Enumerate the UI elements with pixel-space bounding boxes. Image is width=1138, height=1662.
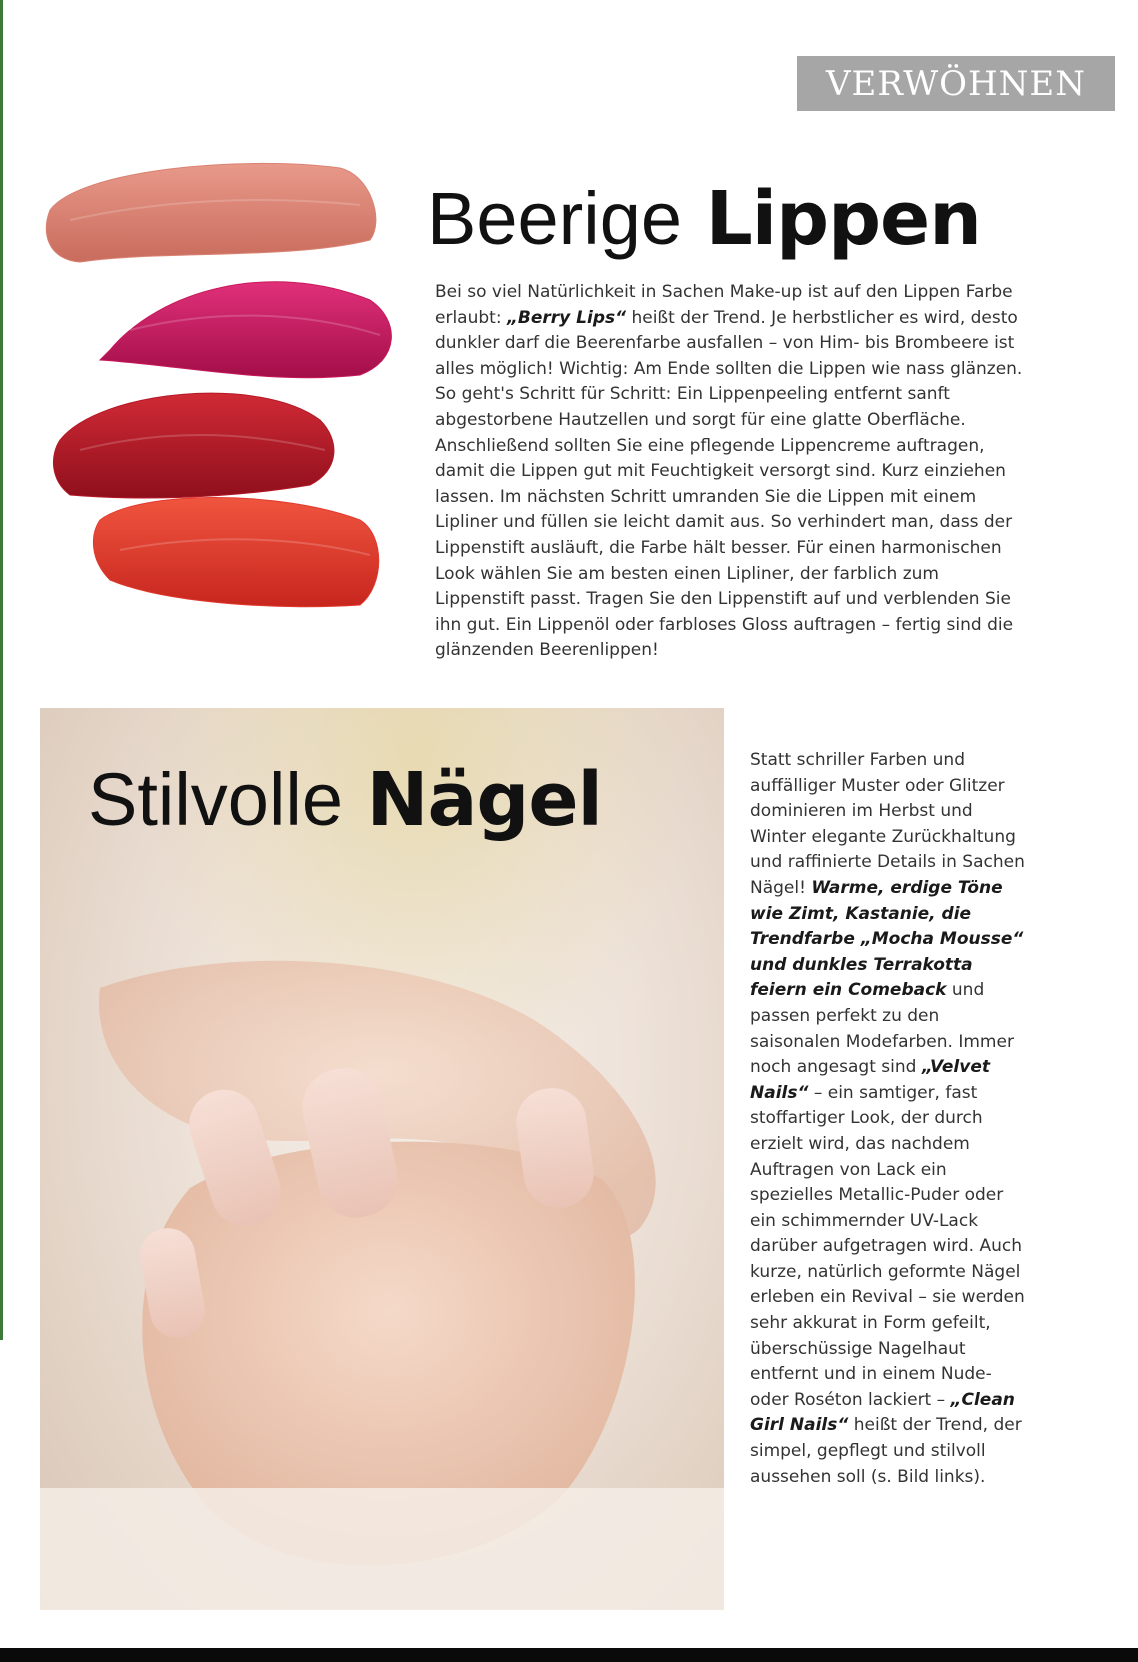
lips-headline — [427, 176, 981, 262]
swatch-coral — [93, 498, 378, 607]
nails-headline-light: Stilvolle — [88, 758, 343, 841]
body-text-run: und passen perfekt zu den saisonalen Modefarben. Immer noch angesagt sind — [750, 980, 1014, 1078]
emphasis-text: „Velvet Nails“ — [750, 1057, 990, 1103]
lips-headline-bold: Lippen — [705, 176, 981, 262]
body-text-run: heißt der Trend, der simpel, gepflegt und stilvoll aussehen soll (s. Bild links). — [750, 1415, 1022, 1487]
emphasis-text: „Berry Lips“ — [506, 307, 627, 328]
swatch-peach — [46, 163, 376, 262]
lipstick-swatches-image — [40, 150, 420, 660]
swatch-berry — [100, 282, 391, 378]
emphasis-text: Warme, erdige Töne wie Zimt, Kastanie, die Trendfarbe „Mocha Mousse“ und dunkles Terrakotta feiern ein Comeback — [750, 877, 1024, 1001]
bottom-bar — [0, 1648, 1138, 1662]
nails-headline-bold: Nägel — [366, 757, 602, 843]
emphasis-text: „Clean Girl Nails“ — [750, 1389, 1015, 1436]
body-text-run: Bei so viel Natürlichkeit in Sachen Make-up ist auf den Lippen Farbe erlaubt: — [435, 282, 1013, 328]
lips-headline-light: Beerige — [427, 177, 683, 260]
nails-headline — [88, 757, 602, 843]
lips-body-text — [435, 280, 1025, 664]
body-text-run: – ein samtiger, fast stoffartiger Look, der durch erzielt wird, das nachdem Auftragen von Lack ein spezielles Metallic-Puder oder ein schimmernder UV-Lack darüber aufgetragen wird. Auch kurze, natürlich geformte Nägel erleben ein Revival – sie werden sehr akkurat in Form gefeilt, überschüssige Nagelhaut entfernt und in einem Nude- oder Roséton lackiert – — [750, 1082, 1025, 1410]
body-text-run: Statt schriller Farben und auffälliger Muster oder Glitzer dominieren im Herbst und Winter elegante Zurückhaltung und raffinierte Details in Sachen Nägel! — [750, 750, 1025, 898]
hand-photo — [40, 708, 724, 1610]
section-label: VERWÖHNEN — [797, 56, 1115, 111]
body-text-run: heißt der Trend. Je herbstlicher es wird, desto dunkler darf die Beerenfarbe ausfallen – von Him- bis Brombeere ist alles möglich! Wichtig: Am Ende sollten die Lippen wie nass glänzen. So geht's Schritt für Schritt: Ein Lippenpeeling entfernt sanft abgestorbene Hautzellen und sorgt für eine glatte Oberfläche. Anschließend sollten Sie eine pflegende Lippencreme auftragen, damit die Lippen gut mit Feuchtigkeit versorgt sind. Kurz einziehen lassen. Im nächsten Schritt umranden Sie die Lippen mit einem Lipliner und füllen sie leicht damit aus. So verhindert man, dass der Lippenstift ausläuft, die Farbe hält besser. Für einen harmonischen Look wählen Sie am besten einen Lipliner, der farblich zum Lippenstift passt. Tragen Sie den Lippenstift auf und verblenden Sie ihn gut. Ein Lippenöl oder farbloses Gloss auftragen – fertig sind die glänzenden Beerenlippen! — [435, 307, 1023, 661]
nails-body-text — [750, 748, 1030, 1490]
page-edge-marker — [0, 0, 3, 1340]
